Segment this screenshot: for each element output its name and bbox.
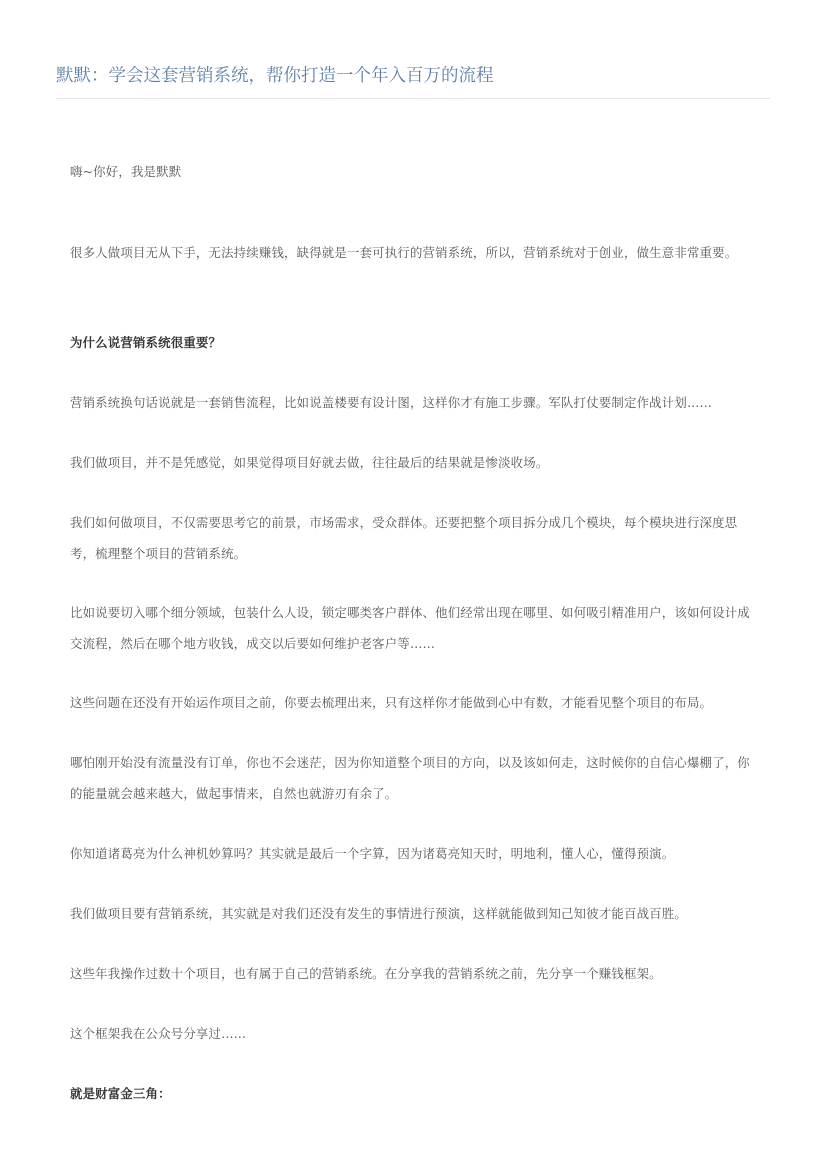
paragraph-framework: 这些年我操作过数十个项目，也有属于自己的营销系统。在分享我的营销系统之前，先分享一个赚钱框架。 xyxy=(70,966,662,981)
paragraph-zhuge-liang: 你知道诸葛亮为什么神机妙算吗？其实就是最后一个字算，因为诸葛亮知天时，明地利，懂人心，懂得预演。 xyxy=(70,846,675,861)
paragraph-definition: 营销系统换句话说就是一套销售流程，比如说盖楼要有设计图，这样你才有施工步骤。军队打仗要制定作战计划…… xyxy=(70,395,713,410)
paragraph-rehearsal: 我们做项目要有营销系统，其实就是对我们还没有发生的事情进行预演，这样就能做到知己知彼才能百战百胜。 xyxy=(70,906,687,921)
paragraph-confidence: 哪怕刚开始没有流量没有订单，你也不会迷茫，因为你知道整个项目的方向，以及该如何走，这时候你的自信心爆棚了，你的能量就会越来越大，做起事情来，自然也就游刃有余了。 xyxy=(70,755,750,801)
paragraph-intro: 很多人做项目无从下手，无法持续赚钱，缺得就是一套可执行的营销系统，所以，营销系统对于创业，做生意非常重要。 xyxy=(70,245,738,260)
paragraph-how-to-do: 我们如何做项目，不仅需要思考它的前景，市场需求，受众群体。还要把整个项目拆分成几个模块，每个模块进行深度思考，梳理整个项目的营销系统。 xyxy=(70,515,738,561)
section-heading-why: 为什么说营销系统很重要？ xyxy=(70,335,222,350)
paragraph-before-starting: 这些问题在还没有开始运作项目之前，你要去梳理出来，只有这样你才能做到心中有数，才能看见整个项目的布局。 xyxy=(70,695,713,710)
page-title: 默默：学会这套营销系统，帮你打造一个年入百万的流程 xyxy=(56,66,494,86)
title-divider xyxy=(56,98,770,99)
paragraph-greeting: 嗨~你好，我是默默 xyxy=(70,164,182,179)
paragraph-shared-before: 这个框架我在公众号分享过…… xyxy=(70,1026,247,1041)
paragraph-not-by-feeling: 我们做项目，并不是凭感觉，如果觉得项目好就去做，往往最后的结果就是惨淡收场。 xyxy=(70,455,549,470)
section-heading-wealth-triangle: 就是财富金三角： xyxy=(70,1086,171,1101)
paragraph-example: 比如说要切入哪个细分领域，包装什么人设，锁定哪类客户群体、他们经常出现在哪里、如何吸引精准用户，该如何设计成交流程，然后在哪个地方收钱，成交以后要如何维护老客户等…… xyxy=(70,605,750,651)
